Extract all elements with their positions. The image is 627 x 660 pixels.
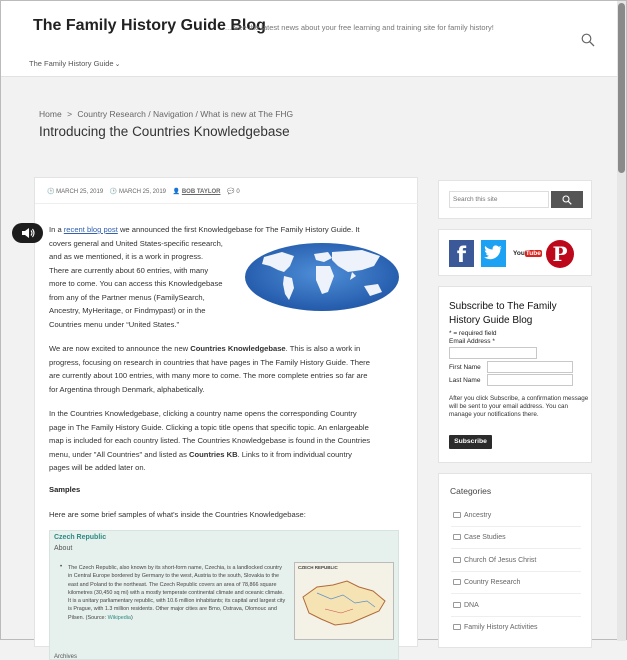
text-line: pages will be added later on. bbox=[49, 463, 146, 472]
sample-next-heading: Archives bbox=[54, 654, 78, 660]
text-span: We are now excited to announce the new bbox=[49, 344, 191, 353]
youtube-you: You bbox=[513, 250, 525, 257]
recent-blog-post-link[interactable]: recent blog post bbox=[63, 225, 118, 234]
map-label: CZECH REPUBLIC bbox=[298, 565, 338, 570]
category-item[interactable] bbox=[453, 557, 536, 564]
text-line: covers general and United States-specific research, bbox=[49, 238, 223, 248]
paragraph-usage bbox=[49, 407, 370, 475]
category-label: Country Research bbox=[464, 579, 521, 586]
site-search-input[interactable] bbox=[449, 191, 549, 208]
last-name-label: Last Name bbox=[449, 377, 481, 384]
last-name-input[interactable] bbox=[487, 374, 573, 386]
email-label: Email Address * bbox=[449, 338, 495, 345]
czech-map-image bbox=[294, 562, 394, 640]
samples-intro: Here are some brief samples of what's inside the Countries Knowledgebase: bbox=[49, 510, 306, 519]
divider bbox=[451, 616, 581, 617]
nav-item-family-history-guide[interactable] bbox=[29, 59, 120, 68]
subscribe-title: Subscribe to The Family History Guide Blog bbox=[449, 301, 557, 326]
map-outline bbox=[295, 573, 393, 639]
category-item[interactable] bbox=[453, 602, 479, 609]
bullet-icon: • bbox=[60, 564, 63, 570]
site-title[interactable]: The Family History Guide Blog bbox=[33, 17, 266, 34]
post-comments[interactable]: 💬 0 bbox=[227, 189, 240, 195]
post-updated-text: MARCH 25, 2019 bbox=[118, 189, 167, 195]
category-label: Family History Activities bbox=[464, 624, 538, 631]
bold-text: Countries KB bbox=[189, 449, 238, 459]
text-span: ) bbox=[130, 614, 133, 621]
divider bbox=[35, 203, 419, 204]
text-span: menu, under "All Countries" and listed as bbox=[49, 449, 190, 459]
text-line bbox=[49, 342, 370, 356]
folder-icon bbox=[453, 534, 461, 540]
speaker-icon bbox=[21, 227, 35, 239]
breadcrumb bbox=[39, 109, 296, 119]
youtube-icon[interactable] bbox=[513, 240, 540, 267]
text-line: and as we mentioned, it is a work in progress. bbox=[49, 252, 204, 261]
site-tagline: ... See the latest news about your free learning and training site for family history! bbox=[225, 23, 494, 32]
text-span: In a bbox=[49, 225, 64, 234]
breadcrumb-home[interactable]: Home bbox=[39, 109, 62, 119]
facebook-icon[interactable]: f bbox=[449, 240, 474, 267]
folder-icon bbox=[453, 624, 461, 630]
bold-text: Countries Knowledgebase bbox=[190, 344, 286, 353]
page-title: Introducing the Countries Knowledgebase bbox=[39, 124, 290, 139]
category-label: Ancestry bbox=[464, 512, 492, 519]
blog-post bbox=[34, 177, 418, 660]
category-label: Case Studies bbox=[464, 534, 506, 541]
sample-subtitle: About bbox=[54, 545, 73, 552]
categories-widget bbox=[438, 473, 592, 648]
audio-player-button[interactable] bbox=[12, 223, 43, 243]
text-line: There are currently about 60 entries, with many bbox=[49, 265, 209, 275]
text-line bbox=[49, 223, 360, 237]
categories-title: Categories bbox=[450, 486, 492, 496]
youtube-tube: Tube bbox=[525, 250, 541, 257]
samples-heading: Samples bbox=[49, 485, 81, 494]
social-widget bbox=[438, 229, 592, 276]
text-line: are currently about 100 entries, with many more to come. The more complete entries so far are bbox=[49, 371, 368, 380]
divider bbox=[451, 548, 581, 549]
paragraph-announcement bbox=[49, 342, 370, 396]
post-author[interactable]: 👤 BOB TAYLOR bbox=[172, 189, 221, 195]
author-link[interactable]: BOB TAYLOR bbox=[181, 189, 221, 195]
nav-item-label: The Family History Guide bbox=[29, 59, 114, 68]
text-line: In the Countries Knowledgebase, clicking a country name opens the corresponding Country bbox=[49, 409, 357, 418]
text-line bbox=[49, 448, 370, 462]
first-name-input[interactable] bbox=[487, 361, 573, 373]
post-updated-date: 🕒 MARCH 25, 2019 bbox=[109, 189, 167, 195]
text-line: page in The Family History Guide. Clicking a topic title opens that specific topic. An enlargeable bbox=[49, 422, 369, 432]
search-widget bbox=[438, 180, 592, 219]
text-span: we announced the first Knowledgebase for The Family History Guide. It bbox=[117, 225, 360, 234]
folder-icon bbox=[453, 512, 461, 518]
search-button[interactable] bbox=[551, 191, 583, 208]
world-map-image bbox=[244, 242, 400, 312]
post-date-text: MARCH 25, 2019 bbox=[56, 189, 104, 195]
page-scrollbar[interactable] bbox=[617, 1, 626, 641]
sample-text bbox=[68, 564, 286, 622]
comments-count[interactable]: 0 bbox=[236, 189, 240, 195]
text-line: progress, focusing on research in countries that have pages in The Family History Guide. There bbox=[49, 357, 370, 367]
wikipedia-link[interactable]: Wikipedia bbox=[107, 614, 131, 621]
post-meta bbox=[47, 188, 245, 195]
text-line: map is included for each country listed. The Countries Knowledgebase is found in the Countries bbox=[49, 436, 371, 445]
breadcrumb-path[interactable]: Country Research / Navigation / What is new at The FHG bbox=[77, 109, 294, 119]
divider bbox=[451, 593, 581, 594]
subscribe-button[interactable]: Subscribe bbox=[449, 435, 492, 449]
category-item[interactable] bbox=[453, 534, 506, 541]
text-line: Ancestry, MyHeritage, or Findmypast) or in the bbox=[49, 306, 206, 315]
site-header bbox=[1, 1, 619, 77]
text-span: . This is also a work in bbox=[285, 344, 361, 353]
category-label: DNA bbox=[464, 602, 479, 609]
text-span: The Czech Republic, also known by its short-form name, Czechia, is a landlocked country in Central Europe bordered by Germany to the west, Austria to the south, Slovakia to the east and Poland to the northeast. The Czech Republic covers an area of 78,866 square kilometres (30,450 sq mi) with a mostly temperate continental climate and oceanic climate. It is a unitary parliamentary republic, with 10.6 million inhabitants; its capital and largest city is Prague, with 1.3 million residents. Other major cities are Brno, Ostrava, Olomouc and Pilsen. (Source: bbox=[68, 565, 286, 621]
text-line: for Argentina through Denmark, alphabetically. bbox=[49, 384, 205, 394]
text-line: more to come. You can access this Knowledgebase bbox=[49, 279, 223, 288]
text-line: Countries menu under “United States.” bbox=[49, 319, 180, 329]
folder-icon bbox=[453, 579, 461, 585]
sample-screenshot bbox=[49, 530, 399, 660]
folder-icon bbox=[453, 602, 461, 608]
twitter-bird-icon bbox=[484, 245, 503, 261]
sample-title: Czech Republic bbox=[54, 534, 107, 541]
text-span: . Links to it from individual country bbox=[237, 449, 352, 459]
email-input[interactable] bbox=[449, 347, 537, 359]
chevron-down-icon: ⌄ bbox=[114, 61, 121, 68]
breadcrumb-separator: > bbox=[67, 109, 73, 119]
category-item[interactable] bbox=[453, 624, 538, 631]
search-icon bbox=[562, 195, 572, 205]
post-date: 🕒 MARCH 25, 2019 bbox=[47, 189, 104, 195]
first-name-label: First Name bbox=[449, 364, 481, 371]
required-note: * = required field bbox=[449, 330, 497, 337]
scrollbar-thumb[interactable] bbox=[618, 3, 625, 173]
pinterest-icon[interactable]: P bbox=[546, 240, 574, 268]
subscribe-note: After you click Subscribe, a confirmation message will be sent to your email address. You can manage your notifications there. bbox=[449, 395, 589, 418]
folder-icon bbox=[453, 557, 461, 563]
category-item[interactable] bbox=[453, 512, 491, 519]
text-line: from any of the Partner menus (FamilySearch, bbox=[49, 292, 205, 302]
subscribe-widget bbox=[438, 286, 592, 463]
divider bbox=[451, 526, 581, 527]
twitter-icon[interactable] bbox=[481, 240, 506, 267]
category-label: Church Of Jesus Christ bbox=[464, 557, 537, 564]
search-icon[interactable] bbox=[581, 33, 595, 47]
divider bbox=[451, 571, 581, 572]
category-item[interactable] bbox=[453, 579, 520, 586]
